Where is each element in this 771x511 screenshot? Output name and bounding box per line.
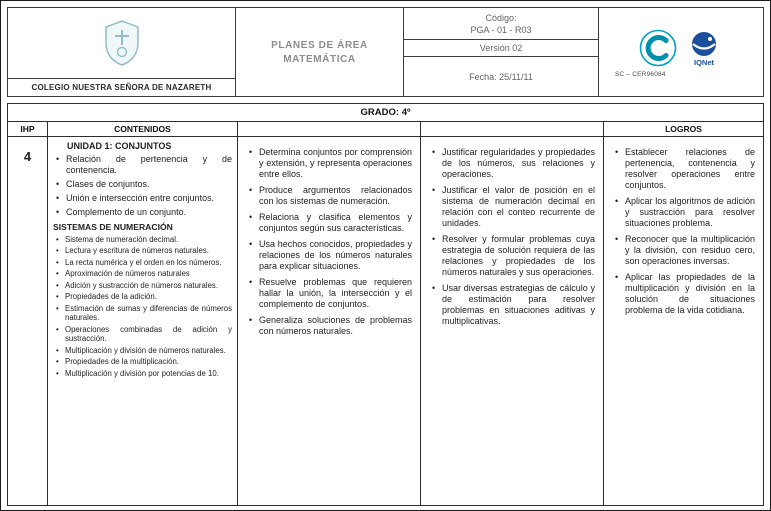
list-item: • Propiedades de la multiplicación. xyxy=(53,357,232,367)
code-value: PGA - 01 - R03 xyxy=(470,25,532,36)
numeracion-title: SISTEMAS DE NUMERACIÓN xyxy=(53,221,173,232)
col-header-4 xyxy=(421,122,604,136)
logros-cell xyxy=(604,137,763,505)
iqnet-seal-icon xyxy=(684,28,724,68)
list-item: • Aplicar los algoritmos de adición y sustracción para resolver situaciones problema. xyxy=(612,196,755,229)
list-item: • La recta numérica y el orden en los números. xyxy=(53,258,232,268)
list-item: • Resolver y formular problemas cuya estrategia de solución requiera de las relaciones y propiedades de los números naturales y sus operaciones. xyxy=(429,234,595,278)
list-item: • Justificar el valor de posición en el sistema de numeración decimal en relación con el conteo recurrente de unidades. xyxy=(429,185,595,229)
list-item: • Usar diversas estrategias de cálculo y de estimación para resolver problemas en situaciones aditivas y multiplicativas. xyxy=(429,283,595,327)
logros-list xyxy=(612,147,755,316)
document-title-line2: MATEMÁTICA xyxy=(283,53,356,65)
certification-code: SC – CER96084 xyxy=(615,71,666,78)
table-body-row xyxy=(8,137,763,505)
column4-list xyxy=(429,147,595,327)
list-item: • Estimación de sumas y diferencias de números naturales. xyxy=(53,304,232,323)
list-item: • Sistema de numeración decimal. xyxy=(53,235,232,245)
numeracion-list xyxy=(53,235,232,379)
list-item: • Determina conjuntos por comprensión y extensión, y representa operaciones entre ellos. xyxy=(246,147,412,180)
ihp-cell xyxy=(8,137,48,505)
curriculum-table xyxy=(7,103,764,506)
list-item: • Adición y sustracción de números naturales. xyxy=(53,281,232,291)
document-header xyxy=(7,7,764,97)
list-item: • Unión e intersección entre conjuntos. xyxy=(53,193,232,204)
list-item: • Complemento de un conjunto. xyxy=(53,207,232,218)
column3-cell xyxy=(238,137,421,505)
list-item: • Produce argumentos relacionados con los sistemas de numeración. xyxy=(246,185,412,207)
column4-cell xyxy=(421,137,604,505)
code-label: Código: xyxy=(485,13,517,23)
table-header-row xyxy=(8,122,763,137)
list-item: • Generaliza soluciones de problemas con números naturales. xyxy=(246,315,412,337)
grade-title-row: GRADO: 4º xyxy=(8,104,763,122)
list-item: • Clases de conjuntos. xyxy=(53,179,232,190)
list-item: • Operaciones combinadas de adición y sustracción. xyxy=(53,325,232,344)
list-item: • Multiplicación y división de números naturales. xyxy=(53,346,232,356)
code-row xyxy=(404,8,598,40)
iqnet-label: IQNet xyxy=(693,58,714,67)
column3-list xyxy=(246,147,412,337)
list-item: • Usa hechos conocidos, propiedades y relaciones de los números naturales para explicar situaciones. xyxy=(246,239,412,272)
list-item: • Relaciona y clasifica elementos y conjuntos según sus características. xyxy=(246,212,412,234)
list-item: • Justificar regularidades y propiedades de los números, sus relaciones y operaciones. xyxy=(429,147,595,180)
list-item: • Lectura y escritura de números naturales. xyxy=(53,246,232,256)
school-name: COLEGIO NUESTRA SEÑORA DE NAZARETH xyxy=(8,78,235,96)
list-item: • Propiedades de la adición. xyxy=(53,292,232,302)
certifications-cell xyxy=(599,8,763,96)
school-logo-area xyxy=(8,8,235,78)
document-title-cell xyxy=(236,8,404,96)
col-header-logros: LOGROS xyxy=(665,124,702,134)
ihp-value: 4 xyxy=(23,149,32,164)
certification-logos xyxy=(639,28,724,68)
list-item: • Reconocer que la multiplicación y la división, con residuo cero, son operaciones inversas. xyxy=(612,234,755,267)
col-header-ihp: IHP xyxy=(8,122,48,136)
unit1-list xyxy=(53,154,232,218)
list-item: • Resuelve problemas que requieren hallar la unión, la intersección y el complemento de conjuntos. xyxy=(246,277,412,310)
code-cell xyxy=(404,8,599,96)
school-crest-icon xyxy=(102,18,142,68)
icontec-seal-icon xyxy=(639,29,677,67)
document-title-line1: PLANES DE ÁREA xyxy=(271,39,368,51)
list-item: • Aproximación de números naturales xyxy=(53,269,232,279)
school-cell xyxy=(8,8,236,96)
list-item: • Relación de pertenencia y de contenencia. xyxy=(53,154,232,176)
list-item: • Multiplicación y división por potencias de 10. xyxy=(53,369,232,379)
date-row: Fecha: 25/11/11 xyxy=(469,71,533,82)
col-header-3 xyxy=(238,122,421,136)
list-item: • Establecer relaciones de pertenencia, contenencia y resolver operaciones entre conjuntos. xyxy=(612,147,755,191)
contenidos-cell xyxy=(48,137,238,505)
list-item: • Aplicar las propiedades de la multiplicación y división en la solución de situaciones problema de la vida cotidiana. xyxy=(612,272,755,316)
col-header-contenidos: CONTENIDOS xyxy=(48,122,238,136)
unit1-title: UNIDAD 1: CONJUNTOS xyxy=(67,141,172,151)
version-row: Versión 02 xyxy=(404,40,598,57)
